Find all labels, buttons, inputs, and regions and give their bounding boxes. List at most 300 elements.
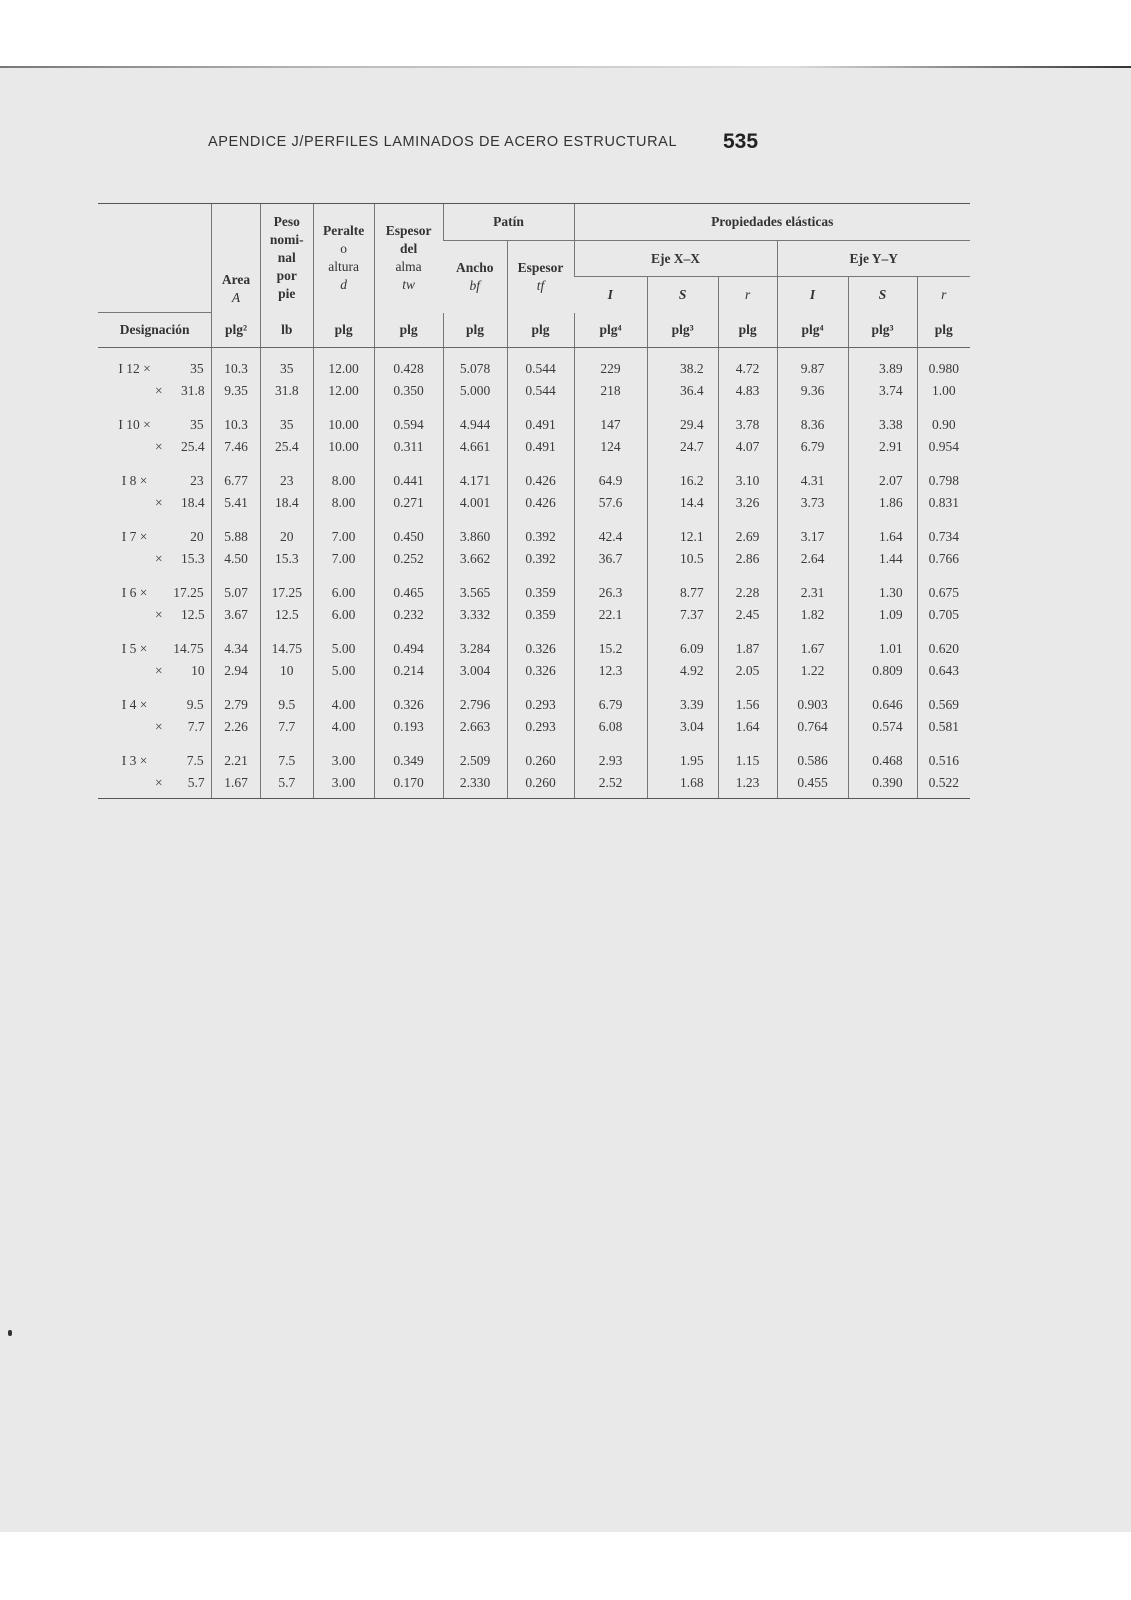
peralte-header: Peralte o altura d [313, 204, 374, 313]
cell-sy: 1.44 [848, 548, 917, 570]
cell-iy: 0.764 [777, 716, 848, 738]
cell-iy: 0.455 [777, 772, 848, 799]
table-row [98, 772, 970, 799]
table-row [98, 660, 970, 682]
cell-sx: 3.04 [647, 716, 718, 738]
designation-weight: 35 [190, 417, 204, 432]
cell-sx: 36.4 [647, 380, 718, 402]
cell-ry: 1.00 [917, 380, 970, 402]
designation-cell [98, 738, 212, 772]
cell-d: 3.00 [313, 772, 374, 799]
cell-d: 7.00 [313, 514, 374, 548]
designation-cell [98, 436, 212, 458]
table-row [98, 348, 970, 381]
cell-area: 10.3 [212, 402, 261, 436]
cell-sy: 0.574 [848, 716, 917, 738]
designation-weight: 12.5 [180, 607, 205, 622]
espesor-alma-header: Espesor del alma tw [374, 204, 443, 313]
cell-tf: 0.326 [507, 626, 574, 660]
cell-area: 10.3 [212, 348, 261, 381]
cell-tw: 0.326 [374, 682, 443, 716]
cell-d: 5.00 [313, 626, 374, 660]
cell-tw: 0.193 [374, 716, 443, 738]
cell-ix: 6.08 [574, 716, 647, 738]
table-row [98, 626, 970, 660]
cell-bf: 4.944 [443, 402, 507, 436]
cell-peso: 7.7 [260, 716, 313, 738]
cell-area: 4.50 [212, 548, 261, 570]
cell-d: 10.00 [313, 436, 374, 458]
designation-label: × [154, 495, 163, 510]
cell-sx: 3.39 [647, 682, 718, 716]
designation-weight: 15.3 [180, 551, 205, 566]
table-row [98, 514, 970, 548]
cell-rx: 4.83 [718, 380, 777, 402]
cell-d: 3.00 [313, 738, 374, 772]
cell-tw: 0.441 [374, 458, 443, 492]
unit-iy: plg⁴ [777, 313, 848, 348]
cell-area: 7.46 [212, 436, 261, 458]
cell-tw: 0.252 [374, 548, 443, 570]
cell-bf: 2.796 [443, 682, 507, 716]
unit-ix: plg⁴ [574, 313, 647, 348]
unit-sx: plg³ [647, 313, 718, 348]
cell-bf: 3.662 [443, 548, 507, 570]
unit-ry: plg [917, 313, 970, 348]
designation-cell [98, 548, 212, 570]
cell-d: 7.00 [313, 548, 374, 570]
cell-sx: 6.09 [647, 626, 718, 660]
cell-ix: 2.93 [574, 738, 647, 772]
cell-ix: 218 [574, 380, 647, 402]
cell-sx: 1.68 [647, 772, 718, 799]
cell-ix: 42.4 [574, 514, 647, 548]
designation-weight: 7.7 [187, 719, 205, 734]
cell-d: 12.00 [313, 380, 374, 402]
cell-iy: 3.17 [777, 514, 848, 548]
table-row [98, 436, 970, 458]
cell-ix: 229 [574, 348, 647, 381]
cell-tw: 0.271 [374, 492, 443, 514]
cell-rx: 2.05 [718, 660, 777, 682]
designation-weight: 10 [191, 663, 205, 678]
cell-iy: 9.36 [777, 380, 848, 402]
cell-tw: 0.232 [374, 604, 443, 626]
cell-tw: 0.494 [374, 626, 443, 660]
designation-weight: 5.7 [187, 775, 205, 790]
designation-cell [98, 604, 212, 626]
cell-tf: 0.359 [507, 570, 574, 604]
cell-ry: 0.734 [917, 514, 970, 548]
cell-sx: 14.4 [647, 492, 718, 514]
cell-tf: 0.491 [507, 436, 574, 458]
cell-tw: 0.311 [374, 436, 443, 458]
cell-sy: 0.390 [848, 772, 917, 799]
section-group [98, 458, 970, 514]
cell-iy: 9.87 [777, 348, 848, 381]
cell-sx: 29.4 [647, 402, 718, 436]
cell-sy: 2.91 [848, 436, 917, 458]
cell-peso: 20 [260, 514, 313, 548]
page-number: 535 [723, 130, 759, 153]
designation-weight: 31.8 [180, 383, 205, 398]
cell-d: 5.00 [313, 660, 374, 682]
designation-cell [98, 348, 212, 381]
cell-ry: 0.620 [917, 626, 970, 660]
designation-cell [98, 682, 212, 716]
cell-sx: 38.2 [647, 348, 718, 381]
cell-tf: 0.260 [507, 772, 574, 799]
eje-yy-header: Eje Y–Y [777, 241, 970, 277]
designation-weight: 14.75 [173, 641, 204, 656]
eje-xx-header: Eje X–X [574, 241, 777, 277]
designation-weight: 18.4 [180, 495, 205, 510]
designation-cell [98, 626, 212, 660]
cell-ry: 0.954 [917, 436, 970, 458]
unit-ancho: plg [443, 313, 507, 348]
cell-rx: 1.64 [718, 716, 777, 738]
cell-tw: 0.450 [374, 514, 443, 548]
cell-bf: 4.001 [443, 492, 507, 514]
unit-espesor-patin: plg [507, 313, 574, 348]
table-row [98, 570, 970, 604]
cell-tf: 0.293 [507, 716, 574, 738]
cell-sx: 1.95 [647, 738, 718, 772]
cell-tf: 0.544 [507, 380, 574, 402]
cell-iy: 2.64 [777, 548, 848, 570]
cell-sy: 1.30 [848, 570, 917, 604]
cell-rx: 4.07 [718, 436, 777, 458]
cell-sy: 2.07 [848, 458, 917, 492]
designation-label: × [154, 551, 163, 566]
units-row [98, 313, 970, 348]
ix-header: I [607, 286, 613, 302]
cell-peso: 35 [260, 348, 313, 381]
cell-sx: 7.37 [647, 604, 718, 626]
cell-area: 9.35 [212, 380, 261, 402]
cell-rx: 1.87 [718, 626, 777, 660]
unit-sy: plg³ [848, 313, 917, 348]
designation-weight: 35 [190, 361, 204, 376]
cell-sy: 1.09 [848, 604, 917, 626]
cell-tw: 0.170 [374, 772, 443, 799]
section-group [98, 402, 970, 458]
section-group [98, 738, 970, 799]
cell-iy: 1.67 [777, 626, 848, 660]
section-group [98, 570, 970, 626]
designation-weight: 25.4 [180, 439, 205, 454]
cell-rx: 2.86 [718, 548, 777, 570]
cell-bf: 2.330 [443, 772, 507, 799]
designation-label: × [154, 663, 163, 678]
cell-peso: 15.3 [260, 548, 313, 570]
cell-area: 3.67 [212, 604, 261, 626]
designation-label: × [154, 775, 163, 790]
cell-d: 10.00 [313, 402, 374, 436]
designation-cell [98, 458, 212, 492]
cell-tf: 0.260 [507, 738, 574, 772]
sx-header: S [647, 277, 718, 313]
cell-area: 6.77 [212, 458, 261, 492]
designation-label: I 4 × [121, 697, 148, 712]
cell-area: 5.07 [212, 570, 261, 604]
espesor-patin-header: Espesor tf [507, 241, 574, 313]
designation-cell [98, 492, 212, 514]
cell-rx: 2.69 [718, 514, 777, 548]
designation-label: I 3 × [121, 753, 148, 768]
designation-cell [98, 772, 212, 799]
cell-d: 6.00 [313, 604, 374, 626]
table-row [98, 492, 970, 514]
cell-peso: 12.5 [260, 604, 313, 626]
cell-ry: 0.766 [917, 548, 970, 570]
cell-ry: 0.643 [917, 660, 970, 682]
designation-label: I 6 × [121, 585, 148, 600]
cell-rx: 1.56 [718, 682, 777, 716]
cell-sx: 24.7 [647, 436, 718, 458]
table-row [98, 458, 970, 492]
cell-peso: 25.4 [260, 436, 313, 458]
cell-tf: 0.392 [507, 548, 574, 570]
cell-peso: 10 [260, 660, 313, 682]
cell-sx: 8.77 [647, 570, 718, 604]
cell-ry: 0.798 [917, 458, 970, 492]
table-row [98, 402, 970, 436]
cell-bf: 2.509 [443, 738, 507, 772]
designation-weight: 23 [190, 473, 204, 488]
peso-header: Peso nomi- nal por pie [260, 204, 313, 313]
cell-sy: 1.01 [848, 626, 917, 660]
cell-sx: 4.92 [647, 660, 718, 682]
propiedades-elasticas-header: Propiedades elásticas [574, 204, 970, 241]
cell-sy: 1.86 [848, 492, 917, 514]
cell-area: 2.94 [212, 660, 261, 682]
cell-rx: 3.10 [718, 458, 777, 492]
cell-iy: 2.31 [777, 570, 848, 604]
cell-d: 4.00 [313, 682, 374, 716]
cell-ix: 124 [574, 436, 647, 458]
cell-tf: 0.326 [507, 660, 574, 682]
running-head [208, 130, 768, 160]
cell-area: 4.34 [212, 626, 261, 660]
designation-cell [98, 716, 212, 738]
designation-label: I 7 × [121, 529, 148, 544]
cell-peso: 35 [260, 402, 313, 436]
cell-ix: 22.1 [574, 604, 647, 626]
cell-sy: 3.74 [848, 380, 917, 402]
table-row [98, 380, 970, 402]
cell-peso: 31.8 [260, 380, 313, 402]
unit-espesor-alma: plg [374, 313, 443, 348]
cell-bf: 3.004 [443, 660, 507, 682]
cell-iy: 6.79 [777, 436, 848, 458]
cell-area: 5.88 [212, 514, 261, 548]
cell-sy: 0.809 [848, 660, 917, 682]
cell-bf: 5.000 [443, 380, 507, 402]
cell-rx: 3.78 [718, 402, 777, 436]
cell-peso: 7.5 [260, 738, 313, 772]
cell-iy: 0.586 [777, 738, 848, 772]
cell-ry: 0.90 [917, 402, 970, 436]
cell-bf: 3.284 [443, 626, 507, 660]
cell-sx: 16.2 [647, 458, 718, 492]
cell-tf: 0.359 [507, 604, 574, 626]
designation-label: × [154, 383, 163, 398]
cell-rx: 2.45 [718, 604, 777, 626]
cell-bf: 3.860 [443, 514, 507, 548]
cell-area: 2.26 [212, 716, 261, 738]
section-group [98, 348, 970, 403]
cell-sy: 1.64 [848, 514, 917, 548]
cell-sy: 0.468 [848, 738, 917, 772]
designation-cell [98, 660, 212, 682]
cell-sy: 3.38 [848, 402, 917, 436]
cell-iy: 8.36 [777, 402, 848, 436]
cell-ix: 26.3 [574, 570, 647, 604]
cell-peso: 9.5 [260, 682, 313, 716]
designation-weight: 17.25 [173, 585, 204, 600]
designation-label: × [154, 439, 163, 454]
cell-ix: 15.2 [574, 626, 647, 660]
cell-iy: 0.903 [777, 682, 848, 716]
area-header: Area A [212, 204, 261, 313]
cell-tf: 0.544 [507, 348, 574, 381]
cell-rx: 2.28 [718, 570, 777, 604]
cell-bf: 3.332 [443, 604, 507, 626]
cell-rx: 1.23 [718, 772, 777, 799]
scan-speck [8, 1330, 12, 1336]
cell-sx: 12.1 [647, 514, 718, 548]
cell-d: 8.00 [313, 492, 374, 514]
cell-tf: 0.293 [507, 682, 574, 716]
cell-d: 8.00 [313, 458, 374, 492]
designation-cell [98, 514, 212, 548]
cell-ix: 57.6 [574, 492, 647, 514]
designation-cell [98, 380, 212, 402]
cell-ry: 0.522 [917, 772, 970, 799]
designation-label: × [154, 719, 163, 734]
cell-ry: 0.569 [917, 682, 970, 716]
unit-peralte: plg [313, 313, 374, 348]
sy-header: S [848, 277, 917, 313]
cell-d: 12.00 [313, 348, 374, 381]
iy-header: I [777, 277, 848, 313]
cell-d: 6.00 [313, 570, 374, 604]
designacion-header: Designación [98, 313, 212, 348]
cell-area: 2.79 [212, 682, 261, 716]
cell-peso: 14.75 [260, 626, 313, 660]
section-group [98, 514, 970, 570]
table-row [98, 716, 970, 738]
section-group [98, 626, 970, 682]
cell-tw: 0.594 [374, 402, 443, 436]
designation-label: I 12 × [118, 361, 151, 376]
cell-ry: 0.516 [917, 738, 970, 772]
i-beam-properties-table [98, 203, 970, 799]
designation-cell [98, 402, 212, 436]
cell-ix: 6.79 [574, 682, 647, 716]
cell-ry: 0.705 [917, 604, 970, 626]
cell-ix: 2.52 [574, 772, 647, 799]
cell-rx: 4.72 [718, 348, 777, 381]
cell-ry: 0.831 [917, 492, 970, 514]
unit-rx: plg [718, 313, 777, 348]
cell-rx: 3.26 [718, 492, 777, 514]
cell-bf: 3.565 [443, 570, 507, 604]
cell-ry: 0.980 [917, 348, 970, 381]
cell-bf: 4.171 [443, 458, 507, 492]
unit-peso: lb [260, 313, 313, 348]
cell-sx: 10.5 [647, 548, 718, 570]
cell-tf: 0.392 [507, 514, 574, 548]
ry-header: r [917, 277, 970, 313]
cell-ix: 36.7 [574, 548, 647, 570]
cell-bf: 2.663 [443, 716, 507, 738]
cell-iy: 1.82 [777, 604, 848, 626]
table-row [98, 682, 970, 716]
cell-bf: 4.661 [443, 436, 507, 458]
designacion-header-cell [98, 204, 212, 313]
cell-tf: 0.426 [507, 492, 574, 514]
ancho-header: Ancho bf [456, 259, 494, 293]
table-header [98, 204, 970, 348]
designation-weight: 7.5 [186, 753, 204, 768]
table-row [98, 604, 970, 626]
cell-tw: 0.465 [374, 570, 443, 604]
cell-iy: 3.73 [777, 492, 848, 514]
cell-area: 2.21 [212, 738, 261, 772]
designation-label: × [154, 607, 163, 622]
cell-iy: 1.22 [777, 660, 848, 682]
cell-peso: 5.7 [260, 772, 313, 799]
patin-header: Patín [443, 204, 574, 241]
cell-peso: 23 [260, 458, 313, 492]
cell-ix: 12.3 [574, 660, 647, 682]
cell-sy: 3.89 [848, 348, 917, 381]
cell-iy: 4.31 [777, 458, 848, 492]
designation-label: I 8 × [121, 473, 148, 488]
running-head-title: APENDICE J/PERFILES LAMINADOS DE ACERO ESTRUCTURAL [208, 134, 678, 150]
cell-tw: 0.349 [374, 738, 443, 772]
designation-label: I 5 × [121, 641, 148, 656]
cell-ry: 0.581 [917, 716, 970, 738]
cell-bf: 5.078 [443, 348, 507, 381]
cell-tf: 0.491 [507, 402, 574, 436]
cell-peso: 18.4 [260, 492, 313, 514]
cell-rx: 1.15 [718, 738, 777, 772]
cell-tf: 0.426 [507, 458, 574, 492]
designation-weight: 20 [190, 529, 204, 544]
cell-d: 4.00 [313, 716, 374, 738]
rx-header: r [718, 277, 777, 313]
designation-cell [98, 570, 212, 604]
cell-tw: 0.428 [374, 348, 443, 381]
cell-ix: 147 [574, 402, 647, 436]
cell-tw: 0.214 [374, 660, 443, 682]
cell-area: 5.41 [212, 492, 261, 514]
cell-peso: 17.25 [260, 570, 313, 604]
cell-area: 1.67 [212, 772, 261, 799]
cell-ry: 0.675 [917, 570, 970, 604]
table-row [98, 738, 970, 772]
cell-tw: 0.350 [374, 380, 443, 402]
unit-area: plg² [212, 313, 261, 348]
section-group [98, 682, 970, 738]
cell-ix: 64.9 [574, 458, 647, 492]
table-row [98, 548, 970, 570]
designation-weight: 9.5 [186, 697, 204, 712]
designation-label: I 10 × [118, 417, 151, 432]
